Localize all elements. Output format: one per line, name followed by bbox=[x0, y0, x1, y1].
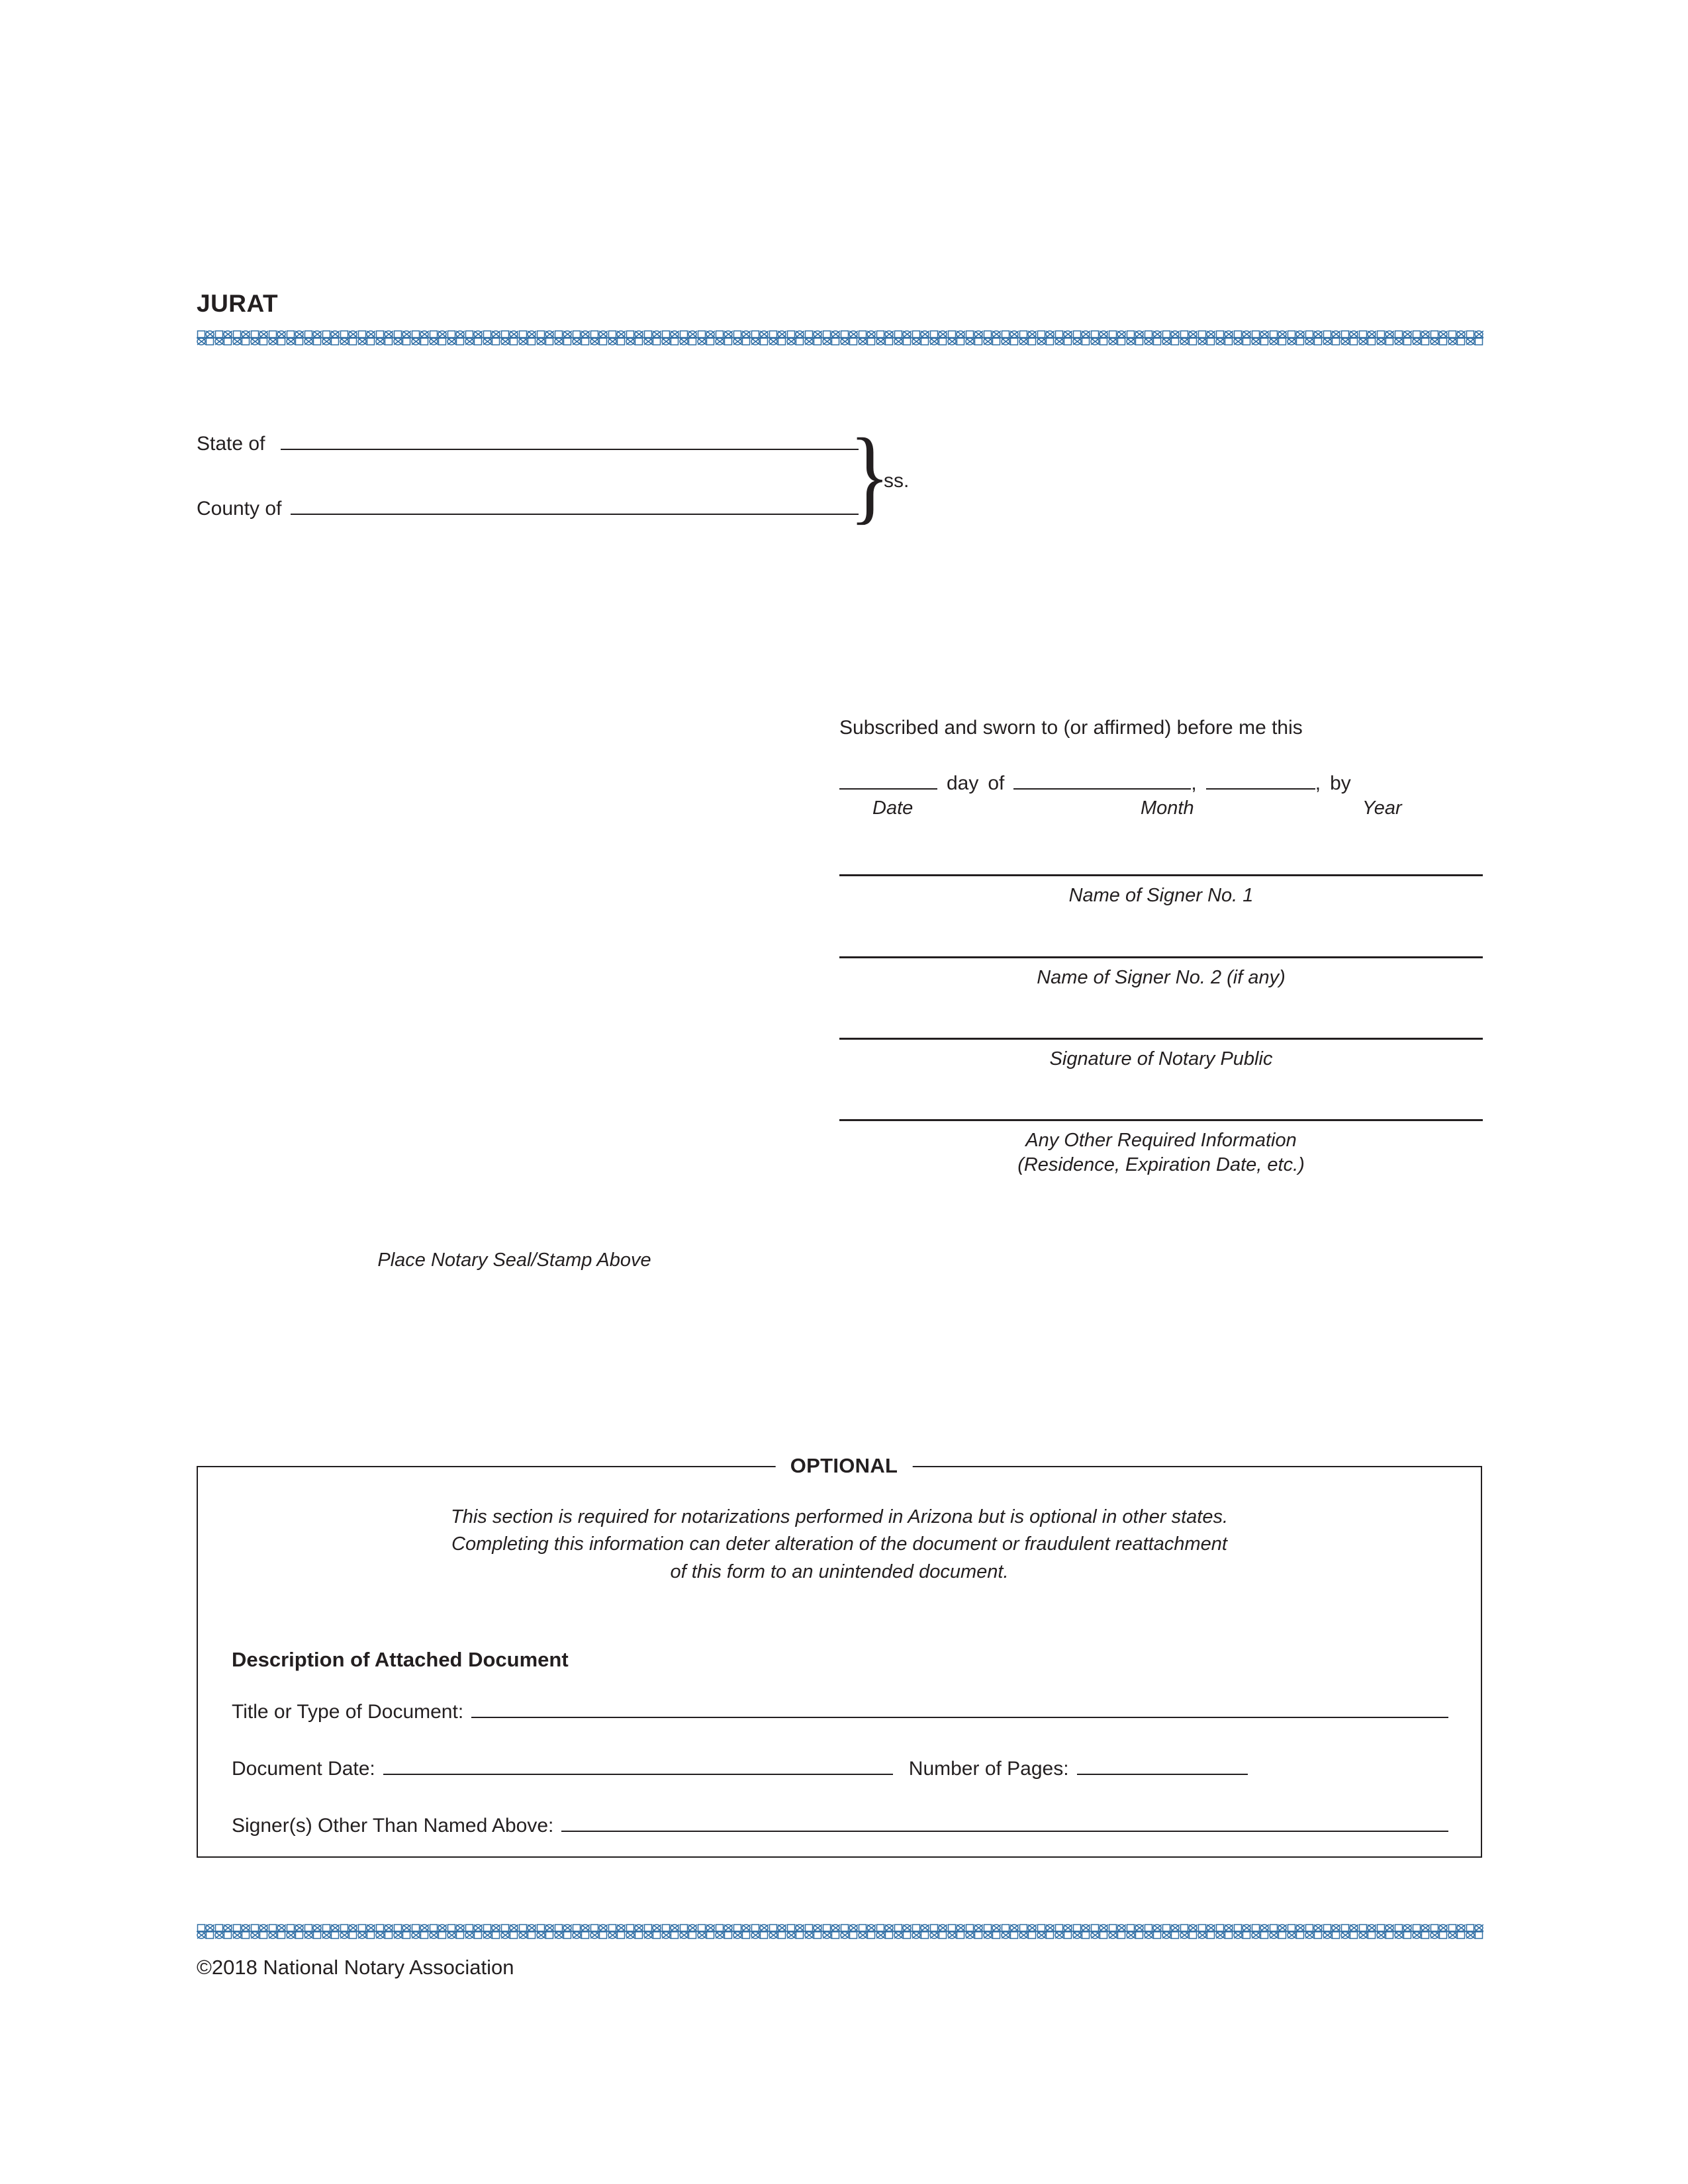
title-or-type-row bbox=[232, 1700, 1448, 1723]
signer-1-caption: Name of Signer No. 1 bbox=[1068, 884, 1254, 906]
seal-placement-caption: Place Notary Seal/Stamp Above bbox=[377, 1250, 651, 1271]
optional-section-legend: OPTIONAL bbox=[776, 1454, 913, 1478]
optional-intro-line-1: This section is required for notarizations performed in Arizona but is optional in other states. bbox=[450, 1506, 1229, 1527]
date-entry-row bbox=[839, 771, 1483, 795]
other-info-input-line[interactable] bbox=[839, 1119, 1483, 1121]
other-info-caption-line2: (Residence, Expiration Date, etc.) bbox=[1017, 1154, 1305, 1175]
ss-abbreviation: ss. bbox=[884, 470, 910, 492]
notary-signature-caption: Signature of Notary Public bbox=[1049, 1048, 1273, 1069]
optional-intro-text bbox=[197, 1504, 1482, 1586]
number-of-pages-label: Number of Pages: bbox=[908, 1758, 1069, 1780]
copyright-notice: ©2018 National Notary Association bbox=[197, 1956, 514, 1979]
county-label: County of bbox=[197, 498, 282, 520]
venue-block bbox=[197, 429, 859, 532]
month-input-line[interactable] bbox=[1013, 771, 1191, 790]
year-caption: Year bbox=[1362, 797, 1402, 819]
other-signers-row bbox=[232, 1813, 1448, 1837]
state-input-line[interactable] bbox=[281, 429, 859, 450]
day-word: day bbox=[947, 772, 979, 794]
optional-intro-line-2: Completing this information can deter alteration of the document or fraudulent reattachment bbox=[451, 1533, 1227, 1555]
other-info-caption bbox=[839, 1128, 1483, 1177]
other-info-caption-line1: Any Other Required Information bbox=[1025, 1129, 1297, 1151]
year-input-line[interactable] bbox=[1206, 771, 1315, 790]
county-row bbox=[197, 494, 859, 532]
state-label: State of bbox=[197, 433, 265, 455]
description-heading: Description of Attached Document bbox=[232, 1648, 569, 1671]
sworn-intro-text: Subscribed and sworn to (or affirmed) before me this bbox=[839, 717, 1303, 739]
day-input-line[interactable] bbox=[839, 771, 937, 790]
signer-2-block bbox=[839, 956, 1483, 990]
other-info-block bbox=[839, 1119, 1483, 1177]
month-caption: Month bbox=[1141, 797, 1194, 819]
ornamental-divider-bottom bbox=[197, 1923, 1483, 1940]
sworn-statement-block bbox=[839, 715, 1483, 1177]
optional-intro-line-3: of this form to an unintended document. bbox=[670, 1561, 1009, 1582]
signer-2-caption: Name of Signer No. 2 (if any) bbox=[1037, 966, 1286, 988]
notary-signature-block bbox=[839, 1038, 1483, 1071]
signer-1-input-line[interactable] bbox=[839, 874, 1483, 876]
county-input-line[interactable] bbox=[291, 494, 859, 515]
comma-1: , bbox=[1191, 772, 1197, 794]
document-date-row bbox=[232, 1756, 1448, 1780]
notary-signature-input-line[interactable] bbox=[839, 1038, 1483, 1040]
of-word: of bbox=[988, 772, 1005, 794]
date-caption: Date bbox=[872, 797, 914, 819]
document-date-input-line[interactable] bbox=[383, 1756, 893, 1775]
page-title: JURAT bbox=[197, 290, 279, 317]
signer-2-input-line[interactable] bbox=[839, 956, 1483, 958]
state-row bbox=[197, 429, 859, 467]
title-or-type-input-line[interactable] bbox=[471, 1700, 1448, 1718]
document-date-label: Document Date: bbox=[232, 1758, 375, 1780]
by-word: by bbox=[1330, 772, 1351, 794]
comma-2: , bbox=[1315, 772, 1321, 794]
ornamental-divider-top bbox=[197, 330, 1483, 347]
number-of-pages-input-line[interactable] bbox=[1077, 1756, 1248, 1775]
other-signers-input-line[interactable] bbox=[561, 1813, 1448, 1832]
signer-1-block bbox=[839, 874, 1483, 908]
other-signers-label: Signer(s) Other Than Named Above: bbox=[232, 1815, 554, 1837]
venue-brace-icon: } bbox=[849, 416, 890, 534]
date-captions-row bbox=[839, 797, 1483, 827]
title-or-type-label: Title or Type of Document: bbox=[232, 1701, 464, 1723]
